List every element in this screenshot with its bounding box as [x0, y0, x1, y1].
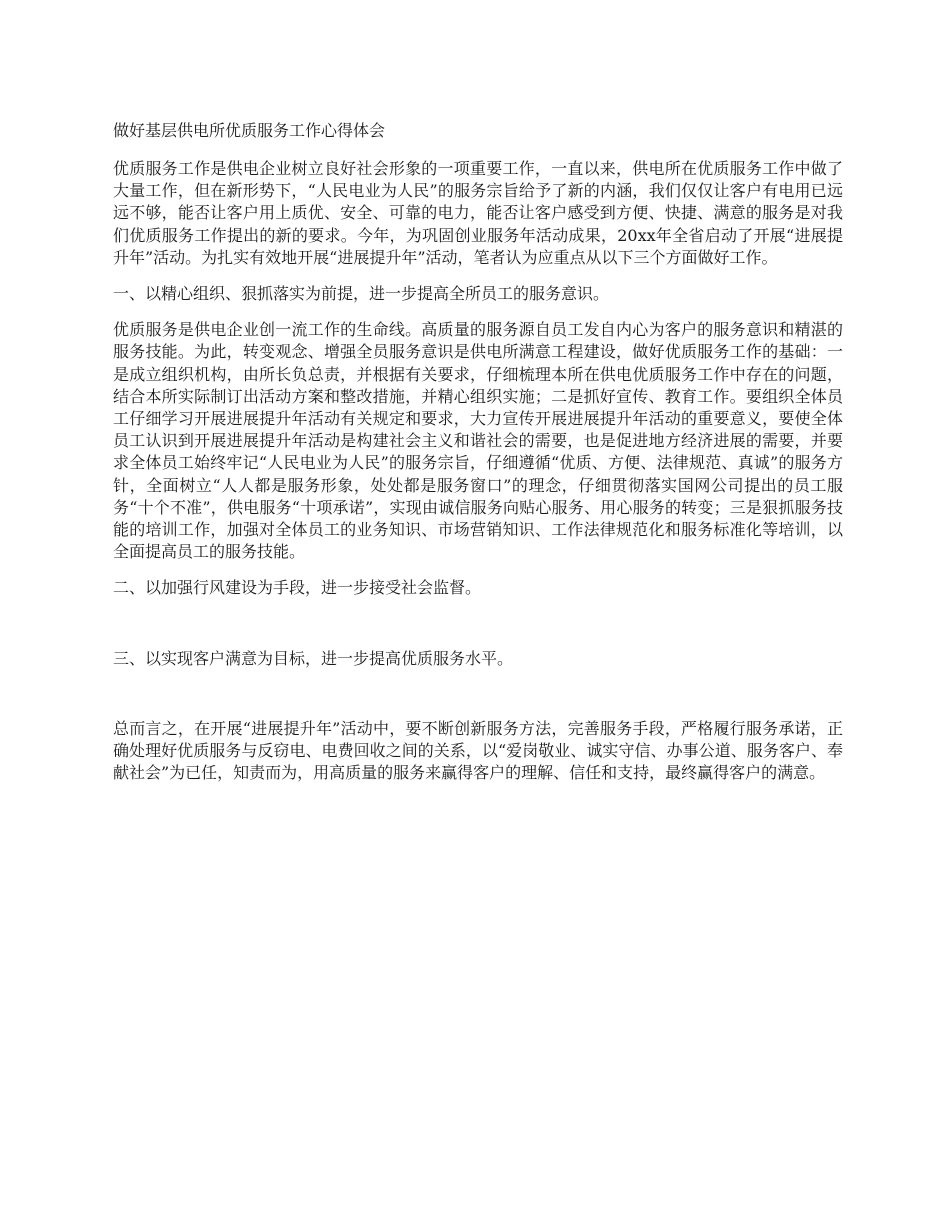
section-3-heading: 三、以实现客户满意为目标，进一步提高优质服务水平。 — [113, 648, 514, 668]
document-title: 做好基层供电所优质服务工作心得体会 — [113, 121, 386, 140]
conclusion-paragraph: 总而言之，在开展“进展提升年”活动中，要不断创新服务方法，完善服务手段，严格履行服务承诺，正确处理好优质服务与反窃电、电费回收之间的关系，以“爱岗敬业、诚实守信、办事公道、服务客户、奉献社会”为已任，知责而为，用高质量的服务来赢得客户的理解、信任和支持，最终赢得客户的满意。 — [113, 718, 843, 783]
intro-paragraph: 优质服务工作是供电企业树立良好社会形象的一项重要工作，一直以来，供电所在优质服务工作中做了大量工作，但在新形势下，“人民电业为人民”的服务宗旨给予了新的内涵，我们仅仅让客户有电用已远远不够，能否让客户用上质优、安全、可靠的电力，能否让客户感受到方便、快捷、满意的服务是对我们优质服务工作提出的新的要求。今年，为巩固创业服务年活动成果，20xx年全省启动了开展“进展提升年”活动。为扎实有效地开展“进展提升年”活动，笔者认为应重点从以下三个方面做好工作。 — [113, 159, 843, 267]
section-1-heading: 一、以精心组织、狠抓落实为前提，进一步提高全所员工的服务意识。 — [113, 284, 610, 304]
document-page — [113, 118, 843, 798]
section-1-body: 优质服务是供电企业创一流工作的生命线。高质量的服务源自员工发自内心为客户的服务意识和精湛的服务技能。为此，转变观念、增强全员服务意识是供电所满意工程建设，做好优质服务工作的基础：一是成立组织机构，由所长负总责，并根据有关要求，仔细梳理本所在供电优质服务工作中存在的问题，结合本所实际制订出活动方案和整改措施，并精心组织实施；二是抓好宣传、教育工作。要组织全体员工仔细学习开展进展提升年活动有关规定和要求，大力宣传开展进展提升年活动的重要意义，要使全体员工认识到开展进展提升年活动是构建社会主义和谐社会的需要，也是促进地方经济进展的需要，并要求全体员工始终牢记“人民电业为人民”的服务宗旨，仔细遵循“优质、方便、法律规范、真诚”的服务方针，全面树立“人人都是服务形象，处处都是服务窗口”的理念，仔细贯彻落实国网公司提出的员工服务“十个不准”，供电服务“十项承诺”，实现由诚信服务向贴心服务、用心服务的转变；三是狠抓服务技能的培训工作，加强对全体员工的业务知识、市场营销知识、工作法律规范化和服务标准化等培训，以全面提高员工的服务技能。 — [113, 320, 843, 562]
section-2-heading: 二、以加强行风建设为手段，进一步接受社会监督。 — [113, 578, 482, 598]
